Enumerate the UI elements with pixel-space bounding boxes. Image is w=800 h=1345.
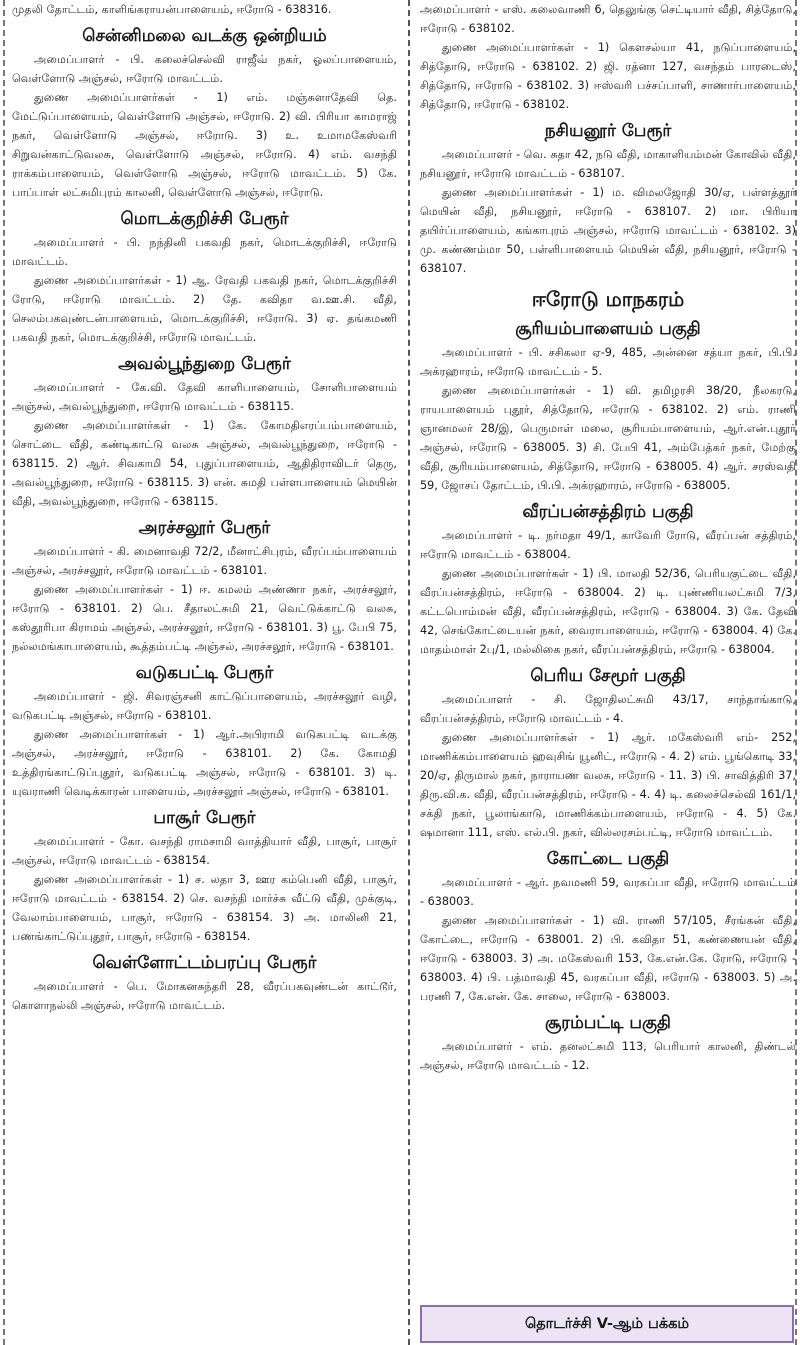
section-heading: வடுகபட்டி பேரூர் xyxy=(135,663,274,683)
lead-text: முதலி தோட்டம், காளிங்கராயன்பாளையம், ஈரோடு - 638316. xyxy=(12,3,332,16)
left-edge-dashed-border xyxy=(3,0,5,1345)
section-paragraph: துணை அமைப்பாளர்கள் - 1) வி. தமிழரசி 38/20, நீலகரடு, ராயபாளையம் புதூர், சித்தோடு, ஈரோடு - 638102. 2) எம். ராணி ஞானமலர் 28/இ, பெருமாள் மலை, சூரியம்பாளையம், ஆர்.என்.புதூர் அஞ்சல், ஈரோடு - 638005. 3) சி. பேபி 41, அம்பேத்கர் நகர், மேற்கு வீதி, சூரியம்பாளையம், சித்தோடு, ஈரோடு - 638005. 4) ஆர். சரஸ்வதி 59, ஜோசப் தோட்டம், பி.பி. அக்ரஹாரம், ஈரோடு - 638005. xyxy=(420,384,796,492)
section-heading: பாசூர் பேரூர் xyxy=(153,808,256,828)
left-column xyxy=(12,0,397,1345)
section-paragraph: துணை அமைப்பாளர்கள் - 1) ஈ. கமலம் அண்ணா நகர், அரச்சலூர், ஈரோடு - 638101. 2) பெ. சீதாலட்சுமி 21, வெட்டுக்காட்டு வலசு, கஸ்தூரிபா கிராமம் அஞ்சல், அரச்சலூர், ஈரோடு - 638101. 3) பூ. பேபி 75, நல்லமங்காபாளையம், கூத்தம்பட்டி அஞ்சல், அரச்சலூர், ஈரோடு - 638101. xyxy=(12,583,397,653)
section-heading: அவல்பூந்துறை பேரூர் xyxy=(118,354,291,374)
section-paragraph: அமைப்பாளர் - கி. மைனாவதி 72/2, மீனாட்சிபுரம், வீரப்பம்பாளையம் அஞ்சல், அரச்சலூர், ஈரோடு மாவட்டம் - 638101. xyxy=(12,545,397,577)
lead-paragraph: துணை அமைப்பாளர்கள் - 1) கௌசல்யா 41, நடுப்பாளையம், சித்தோடு, ஈரோடு - 638102. 2) ஜி. ரத்னா 127, வசந்தம் பாரடைஸ், சித்தோடு, ஈரோடு - 638102. 3) ஈஸ்வரி பச்சப்பாளி, சாணார்பாளையம், சித்தோடு, ஈரோடு - 638102. xyxy=(420,41,796,111)
lead-text: அமைப்பாளர் - எஸ். கலைவாணி 6, தெலுங்கு செட்டியார் வீதி, சித்தோடு, ஈரோடு - 638102. xyxy=(420,3,796,35)
section-paragraph: துணை அமைப்பாளர்கள் - 1) கே. கோமதிஎரப்பம்பாளையம், சொட்டை வீதி, கண்டிகாட்டு வலசு அஞ்சல், அவல்பூந்துறை, ஈரோடு - 638115. 2) ஆர். சிவகாமி 54, புதுப்பாளையம், ஆதிதிராவிடர் தெரு, அவல்பூந்துறை, ஈரோடு - 638115. 3) என். சுமதி பள்ளபாளையம் மெயின் வீதி, அவல்பூந்துறை, ஈரோடு - 638115. xyxy=(12,419,397,508)
section-paragraph: துணை அமைப்பாளர்கள் - 1) ம. விமலஜோதி 30/ஏ, பள்ளத்தூர் மெயின் வீதி, நசியனூர், ஈரோடு - 638107. 2) மா. பிரியா தயிர்ப்பாளையம், கங்காபுரம் அஞ்சல், ஈரோடு மாவட்டம் - 638102. 3) மு. கண்ணம்மா 50, பள்ளிபாளையம் மெயின் வீதி, நசியனூர், ஈரோடு - 638107. xyxy=(420,186,796,275)
section-heading: ஈரோடு மாநகரம் xyxy=(531,287,685,311)
section-paragraph: துணை அமைப்பாளர்கள் - 1) ச. லதா 3, ஊர கம்பெனி வீதி, பாசூர், ஈரோடு மாவட்டம் - 638154. 2) செ. வசந்தி மார்ச்சு வீட்டு வீதி, முக்குடி, வேலாம்பாளையம், பாசூர், ஈரோடு - 638154. 3) அ. மாலினி 21, பணங்காட்டுப்புதூர், பாசூர், ஈரோடு - 638154. xyxy=(12,873,397,943)
column-divider xyxy=(408,0,410,1345)
section-paragraph: அமைப்பாளர் - பி. கலைச்செல்வி ராஜீவ் நகர், ஓலப்பாளையம், வெள்ளோடு அஞ்சல், ஈரோடு மாவட்டம். xyxy=(12,53,397,85)
section-heading: மொடக்குறிச்சி பேரூர் xyxy=(120,209,289,229)
section-heading: நசியனூர் பேரூர் xyxy=(544,121,672,141)
section-paragraph: அமைப்பாளர் - கோ. வசந்தி ராமசாமி வாத்தியார் வீதி, பாசூர், பாசூர் அஞ்சல், ஈரோடு மாவட்டம் - 638154. xyxy=(12,835,397,867)
continuation-note: தொடர்ச்சி V-ஆம் பக்கம் xyxy=(524,1316,690,1332)
section-paragraph: அமைப்பாளர் - எம். தனலட்சுமி 113, பெரியார் காலனி, திண்டல் அஞ்சல், ஈரோடு மாவட்டம் - 12. xyxy=(420,1040,796,1072)
section-paragraph: அமைப்பாளர் - சி. ஜோதிலட்சுமி 43/17, சாந்தாங்காடு, வீரப்பன்சத்திரம், ஈரோடு மாவட்டம் - 4. xyxy=(420,693,796,725)
section-paragraph: அமைப்பாளர் - பெ. மோகனசுந்தரி 28, வீரப்பகவுண்டன் காட்டூர், கொளாநல்லி அஞ்சல், ஈரோடு மாவட்டம். xyxy=(12,980,397,1012)
section-heading: அரச்சலூர் பேரூர் xyxy=(138,518,271,538)
section-paragraph: துணை அமைப்பாளர்கள் - 1) எம். மஞ்சுளாதேவி தெ. மேட்டுப்பாளையம், வெள்ளோடு அஞ்சல், ஈரோடு. 2) வி. பிரியா காமராஜ் நகர், வெள்ளோடு அஞ்சல், ஈரோடு. 3) உ. உமாமகேஸ்வரி சிறுவன்காட்டுவலசு, வெள்ளோடு அஞ்சல், ஈரோடு. 4) எம். வசந்தி ராக்கம்பாளையம், வெள்ளோடு அஞ்சல், ஈரோடு மாவட்டம். 5) கே. பாப்பாள் லட்சுமிபுரம் காலனி, வெள்ளோடு அஞ்சல், ஈரோடு. xyxy=(12,91,397,199)
section-paragraph: துணை அமைப்பாளர்கள் - 1) ஆர். மகேஸ்வரி எம்- 252, மாணிக்கம்பாளையம் ஹவுசிங் யூனிட், ஈரோடு - 4. 2) எம். பூங்கொடி 33, 20/ஏ, திருமால் நகர், நாராயண வலசு, ஈரோடு - 11. 3) பி. சாவித்திரி 37, திரு.வி.க. வீதி, வீரப்பன்சத்திரம், ஈரோடு - 4. 4) டி. கலைச்செல்வி 161/1, சக்தி நகர், பூலாங்காடு, மாணிக்கம்பாளையம், ஈரோடு - 4. 5) கே. ஷமானா 111, எஸ். எல்.பி. நகர், வில்லரசம்பட்டி, ஈரோடு மாவட்டம். xyxy=(420,731,796,839)
section-paragraph: துணை அமைப்பாளர்கள் - 1) வி. ராணி 57/105, சீரங்கன் வீதி, கோட்டை, ஈரோடு - 638001. 2) பி. கவிதா 51, கண்ணையன் வீதி, ஈரோடு - 638003. 3) அ. மகேஸ்வரி 153, கே.என்.கே. ரோடு, ஈரோடு - 638003. 4) பி. பத்மாவதி 45, வரகப்பா வீதி, ஈரோடு - 638003. 5) அ. பரணி 7, கே.என். கே. சாலை, ஈரோடு - 638003. xyxy=(420,914,796,1003)
section-paragraph: அமைப்பாளர் - ஆர். நவமணி 59, வரகப்பா வீதி, ஈரோடு மாவட்டம் - 638003. xyxy=(420,876,796,908)
section-paragraph: துணை அமைப்பாளர்கள் - 1) ஆ. ரேவதி பகவதி நகர், மொடக்குறிச்சி ரோடு, ஈரோடு மாவட்டம். 2) தே. கவிதா வ.ஊ.சி. வீதி, செலம்பகவுண்டன்பாளையம், மொடக்குறிச்சி, ஈரோடு. 3) ஏ. தங்கமணி பகவதி நகர், மொடக்குறிச்சி, ஈரோடு மாவட்டம். xyxy=(12,274,397,344)
section-heading: வெள்ளோட்டம்பரப்பு பேரூர் xyxy=(92,953,317,973)
section-paragraph: அமைப்பாளர் - கே.வி. தேவி காளிபாளையம், சோளிபாளையம் அஞ்சல், அவல்பூந்துறை, ஈரோடு மாவட்டம் - 638115. xyxy=(12,381,397,413)
section-heading: பெரிய சேமூர் பகுதி xyxy=(530,666,686,686)
section-heading: சென்னிமலை வடக்கு ஒன்றியம் xyxy=(82,26,327,46)
right-column xyxy=(420,0,796,1345)
section-paragraph: துணை அமைப்பாளர்கள் - 1) பி. மாலதி 52/36, பெரியகுட்டை வீதி, வீரப்பன்சத்திரம், ஈரோடு - 638004. 2) டி. புண்ணியலட்சுமி 7/3, கட்டபொம்மன் வீதி, வீரப்பன்சத்திரம், ஈரோடு - 638004. 3) கே. தேவி 42, செங்கோட்டையன் நகர், வைராபாளையம், ஈரோடு - 638004. 4) கே. மாதம்மாள் 2பு/1, மல்லிகை நகர், வீரப்பன்சத்திரம், ஈரோடு - 638004. xyxy=(420,567,796,656)
section-paragraph: அமைப்பாளர் - ஜி. சிவரஞ்சனி காட்டுப்பாளையம், அரச்சலூர் வழி, வடுகபட்டி அஞ்சல், ஈரோடு - 638101. xyxy=(12,690,397,722)
section-paragraph: அமைப்பாளர் - வெ. சுதா 42, நடு வீதி, மாகாளியம்மன் கோவில் வீதி, நசியனூர், ஈரோடு மாவட்டம் - 638107. xyxy=(420,148,796,180)
section-heading: சூரியம்பாளையம் பகுதி xyxy=(515,319,701,339)
section-heading: கோட்டை பகுதி xyxy=(546,849,670,869)
section-heading: சூரம்பட்டி பகுதி xyxy=(545,1013,671,1033)
section-paragraph: அமைப்பாளர் - டி. நர்மதா 49/1, காவேரி ரோடு, வீரப்பன் சத்திரம், ஈரோடு மாவட்டம் - 638004. xyxy=(420,529,796,561)
section-heading: வீரப்பன்சத்திரம் பகுதி xyxy=(522,502,694,522)
section-paragraph: அமைப்பாளர் - பி. நந்தினி பகவதி நகர், மொடக்குறிச்சி, ஈரோடு மாவட்டம். xyxy=(12,236,397,268)
continuation-box xyxy=(420,1305,794,1343)
section-paragraph: துணை அமைப்பாளர்கள் - 1) ஆர்.அபிராமி வடுகபட்டி வடக்கு அஞ்சல், அரச்சலூர், ஈரோடு - 638101. 2) கே. கோமதி உத்திரங்காட்டுப்புதூர், வடுகபட்டி அஞ்சல், ஈரோடு - 638101. 3) டி. யுவராணி வெடிக்காரன் பாளையம், அரச்சலூர் அஞ்சல், ஈரோடு - 638101. xyxy=(12,728,397,798)
section-paragraph: அமைப்பாளர் - பி. சசிகலா ஏ-9, 485, அன்னை சத்யா நகர், பி.பி. அக்ரஹாரம், ஈரோடு மாவட்டம் - 5. xyxy=(420,346,796,378)
